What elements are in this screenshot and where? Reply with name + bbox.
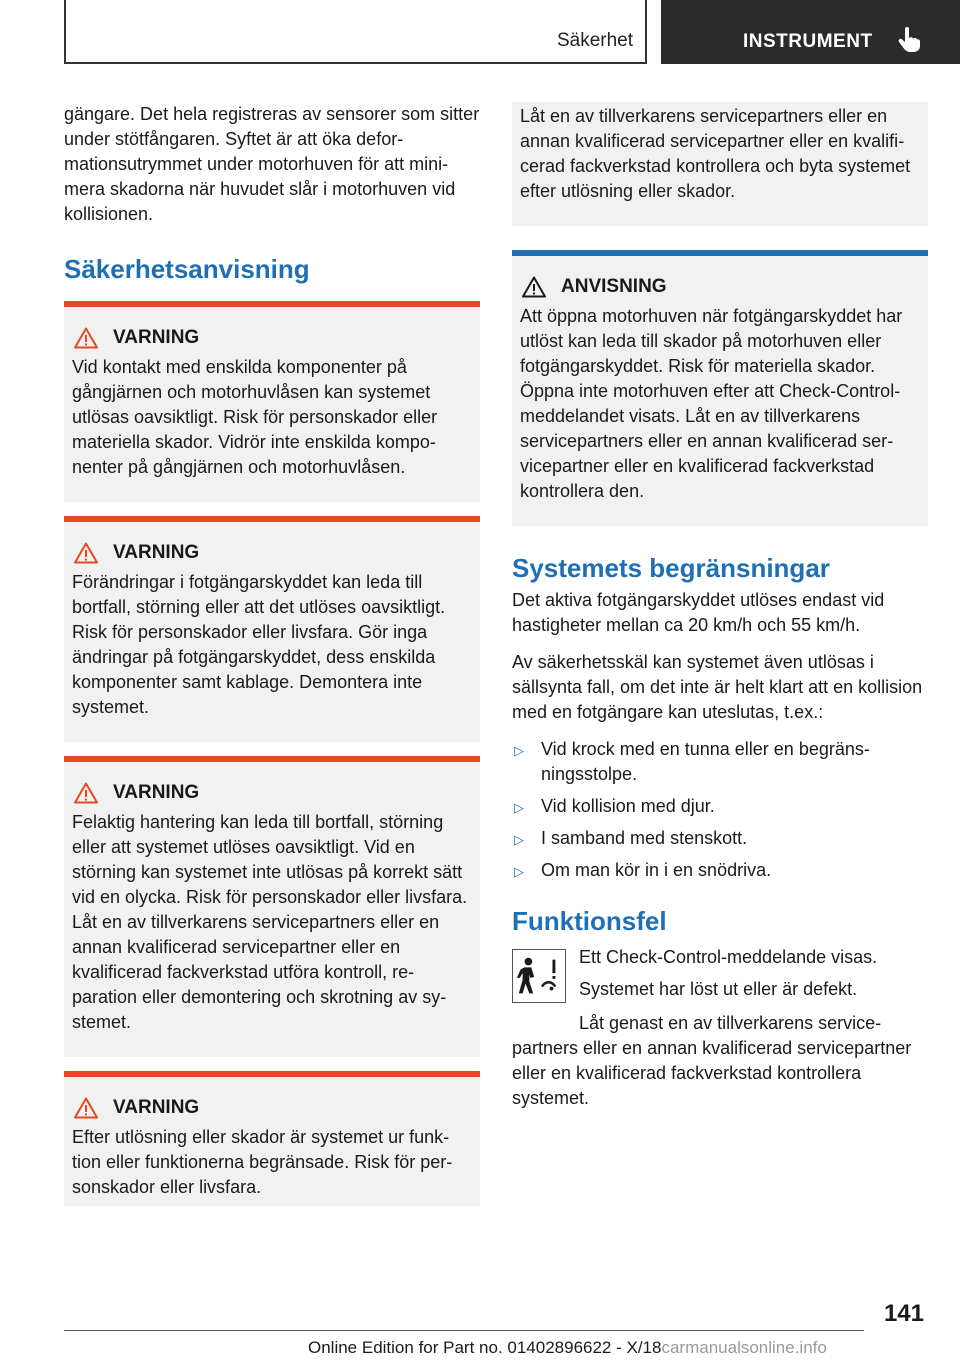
list-item xyxy=(512,826,928,851)
limits-paragraph-2: Av säkerhetsskäl kan systemet även utlösas i sällsynta fall, om det inte är helt klart att en kollision med en fotgängare kan uteslutas, t.ex.: xyxy=(512,652,923,722)
notice-box xyxy=(512,250,928,526)
chapter-tab-label: INSTRUMENT xyxy=(743,31,873,52)
warning-triangle-icon xyxy=(522,276,546,298)
limits-paragraph-1: Det aktiva fotgängarskyddet utlöses endast vid hastigheter mellan ca 20 km/h och 55 km/h. xyxy=(512,590,885,635)
page-number: 141 xyxy=(883,1300,924,1327)
warning-title-text: VARNING xyxy=(113,1097,200,1118)
warning-title xyxy=(72,782,472,804)
warning-triangle-icon xyxy=(74,782,98,804)
warning-box-2 xyxy=(64,516,480,742)
intro-paragraph: gängare. Det hela registreras av sensorer som sitter under stötfångaren. Syftet är att öka deformationsutrymmet under motorhuven för att minimera skadorna när huvudet slår i motorhuven vid kollisionen. xyxy=(64,104,480,224)
section-tab-label: Säkerhet xyxy=(556,30,633,51)
list-item-text: Vid kollision med djur. xyxy=(541,796,715,816)
warning-box-4 xyxy=(64,1071,480,1206)
bullet-triangle-icon: ▷ xyxy=(514,864,524,879)
limits-list xyxy=(512,737,928,883)
fault-lines xyxy=(579,945,877,1009)
bullet-triangle-icon: ▷ xyxy=(514,832,524,847)
list-item-text: I samband med stenskott. xyxy=(541,828,748,848)
limits-heading: Systemets begränsningar xyxy=(512,553,830,583)
warning-title xyxy=(72,1097,472,1119)
list-item xyxy=(512,737,928,787)
section-tab[interactable] xyxy=(64,0,647,64)
footer xyxy=(308,1338,827,1358)
notice-text: Att öppna motorhuven när fotgängarskyddet har utlöst kan leda till skador på motorhuven eller fotgängarskyddet. Risk för materiella skador. Öppna inte motorhuven efter att Check-Control-meddelandet visats. Låt en av tillverkarens servicepartners eller en annan kvalificerad servicepartner eller en kvalificerad fackverkstad kontrollera den. xyxy=(520,306,903,501)
right-column xyxy=(512,102,928,1123)
fault-block xyxy=(512,945,928,1009)
warning-box-1 xyxy=(64,301,480,502)
footer-divider xyxy=(64,1330,864,1331)
footer-edition: Online Edition for Part no. 01402896622 - X/18 xyxy=(308,1338,662,1357)
hand-pointer-icon xyxy=(897,27,921,53)
warning-continuation-box xyxy=(512,102,928,226)
list-item xyxy=(512,794,928,819)
bullet-triangle-icon: ▷ xyxy=(514,800,524,815)
warning-text: Felaktig hantering kan leda till bortfall, störning eller att systemet utlöses oavsiktligt. Vid en störning kan systemet inte utlösas på korrekt sätt vid en olycka. Risk för personskador eller livsfara. Låt en av tillverkarens servicepartners eller en annan kvalificerad servicepartner eller en kvalificerad fackverkstad utföra kontroll, reparation eller demontering och skrotning av systemet. xyxy=(72,812,468,1032)
chapter-tab[interactable] xyxy=(661,0,960,64)
warning-title-text: VARNING xyxy=(113,327,200,348)
warning-title-text: VARNING xyxy=(113,542,200,563)
warning-text: Förändringar i fotgängarskyddet kan leda till bortfall, störning eller att det utlöses oavsiktligt. Risk för personskador eller livsfara. Gör inga ändringar på fotgängarskyddet, dess enskilda komponenter samt kablage. Demontera inte systemet. xyxy=(72,572,446,717)
warning-title-text: VARNING xyxy=(113,782,200,803)
warning-triangle-icon xyxy=(74,1097,98,1119)
warning-text: Vid kontakt med enskilda komponenter på gångjärnen och motorhuvlåsen kan systemet utlösas oavsiktligt. Risk för personskador eller materiella skador. Vidrör inte enskilda komponenter på gångjärnen och motorhuvlåsen. xyxy=(72,357,438,477)
list-item-text: Vid krock med en tunna eller en begränsningsstolpe. xyxy=(541,739,870,784)
safety-heading: Säkerhetsanvisning xyxy=(64,254,310,284)
warning-title xyxy=(72,327,472,349)
warning-title xyxy=(72,542,472,564)
fault-line-2: Systemet har löst ut eller är defekt. xyxy=(579,979,858,999)
list-item xyxy=(512,858,928,883)
header xyxy=(64,0,960,64)
fault-heading: Funktionsfel xyxy=(512,906,667,936)
warning-triangle-icon xyxy=(74,542,98,564)
warning-text: Efter utlösning eller skador är systemet ur funktion eller funktionerna begränsade. Risk för personskador eller livsfara. xyxy=(72,1127,453,1197)
list-item-text: Om man kör in i en snödriva. xyxy=(541,860,772,880)
warning-box-3 xyxy=(64,756,480,1057)
fault-line-3: Låt genast en av tillverkarens servicepartners eller en annan kvalificerad servicepartner eller en kvalificerad fackverkstad kontrollera systemet. xyxy=(512,1013,912,1108)
notice-title xyxy=(520,276,920,298)
fault-line-1: Ett Check-Control-meddelande visas. xyxy=(579,947,878,967)
bullet-triangle-icon: ▷ xyxy=(514,743,524,758)
notice-title-text: ANVISNING xyxy=(561,276,667,297)
warning-triangle-icon xyxy=(74,327,98,349)
warning-continuation-text: Låt en av tillverkarens servicepartners eller en annan kvalificerad servicepartner eller en kvalificerad fackverkstad kontrollera och byta systemet efter utlösning eller skador. xyxy=(520,106,911,201)
pedestrian-protection-warning-icon xyxy=(512,949,566,1003)
left-column xyxy=(64,102,480,1220)
footer-watermark: carmanualsonline.info xyxy=(661,1338,827,1357)
